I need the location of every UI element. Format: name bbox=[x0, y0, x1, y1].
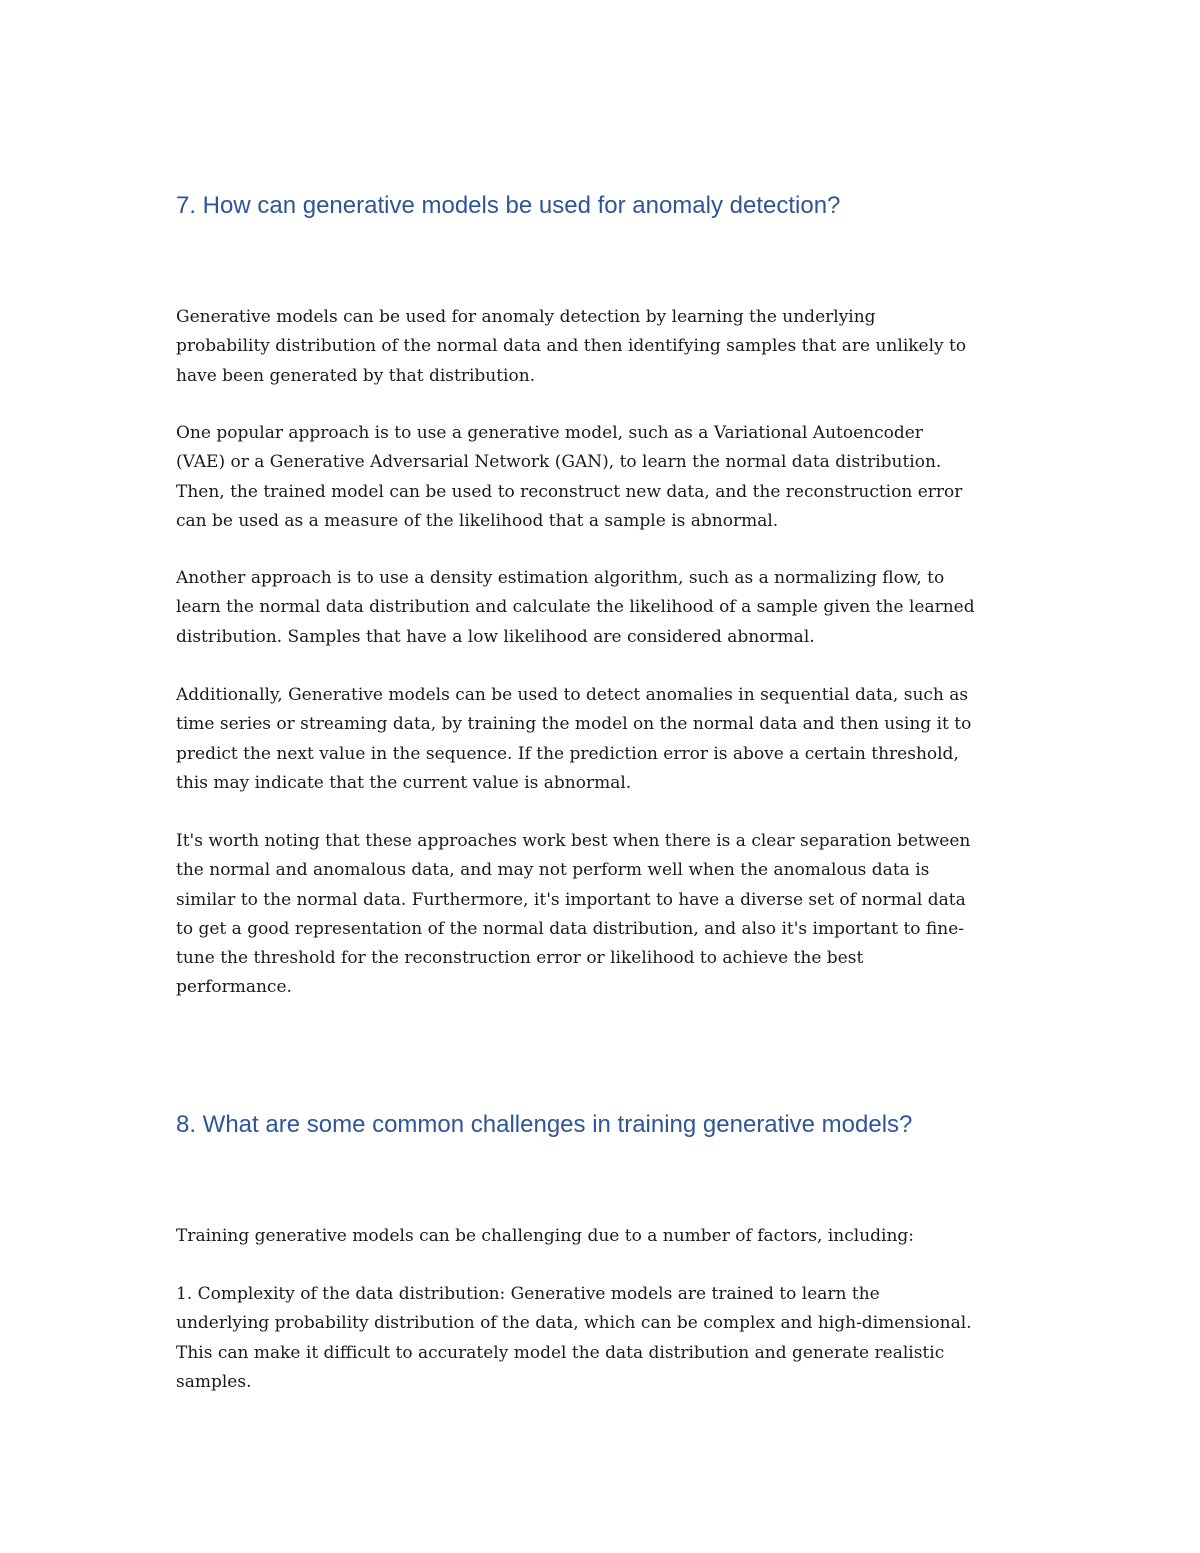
text-line: One popular approach is to use a generative model, such as a Variational Autoencoder bbox=[176, 423, 923, 443]
section-8-paragraph-1 bbox=[176, 1222, 1036, 1251]
section-8-paragraph-2 bbox=[176, 1280, 1036, 1397]
text-line: to get a good representation of the normal data distribution, and also it's important to fine- bbox=[176, 918, 965, 939]
text-line: Additionally, Generative models can be used to detect anomalies in sequential data, such as bbox=[176, 685, 969, 705]
text-line: the normal and anomalous data, and may not perform well when the anomalous data is bbox=[176, 860, 930, 881]
text-line: learn the normal data distribution and calculate the likelihood of a sample given the learned bbox=[176, 597, 975, 618]
text-line: probability distribution of the normal data and then identifying samples that are unlikely to bbox=[176, 336, 967, 357]
section-8-heading: 8. What are some common challenges in training generative models? bbox=[176, 1111, 913, 1138]
text-line: underlying probability distribution of the data, which can be complex and high-dimensional. bbox=[176, 1313, 972, 1334]
section-7-heading: 7. How can generative models be used for anomaly detection? bbox=[176, 192, 841, 219]
section-7-paragraph-4 bbox=[176, 681, 1036, 798]
text-line: have been generated by that distribution. bbox=[176, 365, 536, 386]
text-line: This can make it difficult to accurately model the data distribution and generate realistic bbox=[176, 1342, 945, 1363]
text-line: Then, the trained model can be used to reconstruct new data, and the reconstruction error bbox=[176, 481, 963, 502]
text-line: time series or streaming data, by training the model on the normal data and then using it to bbox=[176, 714, 972, 735]
text-line: (VAE) or a Generative Adversarial Network (GAN), to learn the normal data distribution. bbox=[176, 452, 942, 473]
section-7-paragraph-5 bbox=[176, 827, 1036, 1003]
text-line: distribution. Samples that have a low likelihood are considered abnormal. bbox=[176, 626, 815, 647]
text-line: Generative models can be used for anomaly detection by learning the underlying bbox=[176, 307, 876, 327]
text-line: samples. bbox=[176, 1371, 252, 1392]
text-line: this may indicate that the current value is abnormal. bbox=[176, 772, 632, 793]
text-line: Another approach is to use a density estimation algorithm, such as a normalizing flow, to bbox=[176, 568, 945, 588]
section-7-paragraph-2 bbox=[176, 419, 1036, 536]
text-line: can be used as a measure of the likelihood that a sample is abnormal. bbox=[176, 510, 779, 531]
text-line: similar to the normal data. Furthermore, it's important to have a diverse set of normal data bbox=[176, 889, 966, 910]
section-7-paragraph-3 bbox=[176, 564, 1036, 652]
section-7-paragraph-1 bbox=[176, 303, 1036, 391]
text-line: It's worth noting that these approaches work best when there is a clear separation between bbox=[176, 831, 971, 851]
text-line: 1. Complexity of the data distribution: Generative models are trained to learn the bbox=[176, 1284, 880, 1304]
text-line: performance. bbox=[176, 977, 292, 998]
text-line: predict the next value in the sequence. If the prediction error is above a certain threshold, bbox=[176, 743, 959, 764]
text-line: Training generative models can be challenging due to a number of factors, including: bbox=[176, 1226, 915, 1246]
text-line: tune the threshold for the reconstruction error or likelihood to achieve the best bbox=[176, 948, 864, 969]
